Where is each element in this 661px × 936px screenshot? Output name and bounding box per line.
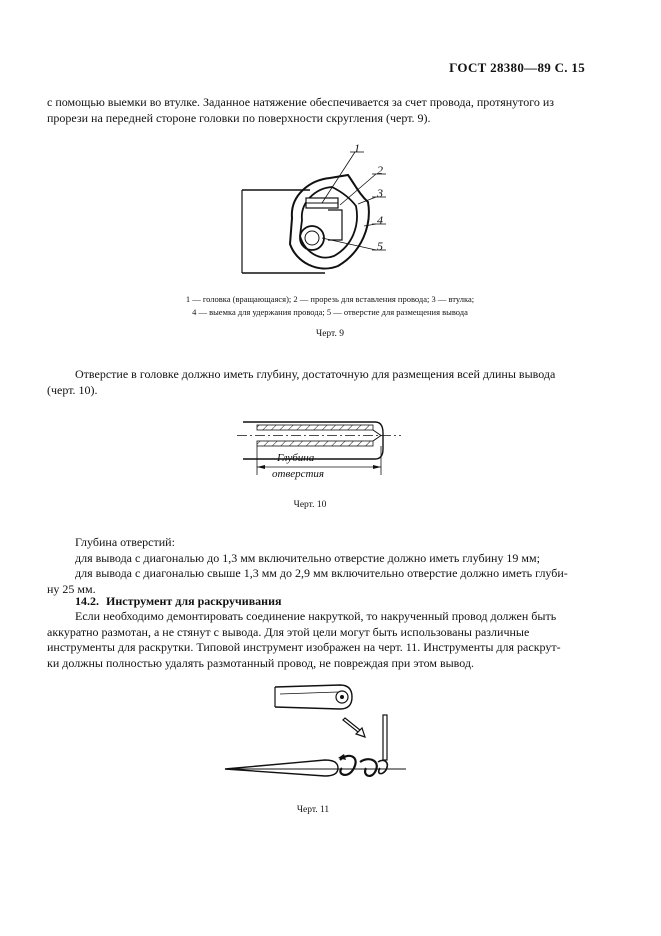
- paragraph-line: (черт. 10).: [47, 382, 98, 397]
- paragraph-line: с помощью выемки во втулке. Заданное натяжение обеспечивается за счет провода, протянутого из: [47, 95, 555, 109]
- callout-3: 3: [377, 186, 383, 200]
- section-title: Инструмент для раскручивания: [106, 594, 282, 608]
- callout-4: 4: [377, 213, 383, 227]
- paragraph-line: прорези на передней стороне головки по поверхности скругления (черт. 9).: [47, 110, 431, 125]
- figure-11-caption: Черт. 11: [296, 805, 330, 815]
- legend-line: 4 — выемка для удержания провода; 5 — отверстие для размещения вывода: [192, 307, 468, 317]
- paragraph-3: [47, 535, 614, 597]
- figure-9-caption: Черт. 9: [316, 329, 344, 339]
- paragraph-line: ну 25 мм.: [47, 581, 96, 596]
- paragraph-4: [47, 609, 614, 671]
- dimension-label-top: Глубина: [277, 452, 315, 464]
- paragraph-line: Отверстие в головке должно иметь глубину, достаточную для размещения всей длины вывода: [75, 367, 556, 381]
- paragraph-line: ки должны полностью удалять размотанный провод, не повреждая при этом вывод.: [47, 655, 475, 670]
- figure-10-caption: Черт. 10: [293, 500, 327, 510]
- figure-9-legend: [60, 293, 600, 319]
- figure-9-drawing: [230, 140, 430, 285]
- paragraph-line: инструменты для раскрутки. Типовой инструмент изображен на черт. 11. Инструменты для раскрут-: [47, 640, 561, 654]
- callout-2: 2: [377, 163, 383, 177]
- section-heading: [75, 594, 282, 609]
- paragraph-line: для вывода с диагональю свыше 1,3 мм до 2,9 мм включительно отверстие должно иметь глуби-: [75, 566, 568, 580]
- callout-1: 1: [354, 141, 360, 155]
- section-number: 14.2.: [75, 594, 99, 608]
- figure-11-drawing: [220, 682, 410, 792]
- callout-5: 5: [377, 239, 383, 253]
- paragraph-1: [47, 95, 614, 126]
- paragraph-2: [47, 367, 614, 398]
- dimension-label-bottom: отверстия: [272, 468, 325, 480]
- legend-line: 1 — головка (вращающаяся); 2 — прорезь для вставления провода; 3 — втулка;: [185, 294, 475, 304]
- paragraph-line: для вывода с диагональю до 1,3 мм включительно отверстие должно иметь глубину 19 мм;: [75, 550, 540, 565]
- paragraph-line: Глубина отверстий:: [75, 535, 175, 549]
- page-header: ГОСТ 28380—89 С. 15: [449, 60, 585, 75]
- paragraph-line: Если необходимо демонтировать соединение накруткой, то накрученный провод должен быть: [75, 609, 557, 623]
- paragraph-line: аккуратно размотан, а не стянут с вывода. Для этой цели могут быть использованы различные: [47, 624, 530, 639]
